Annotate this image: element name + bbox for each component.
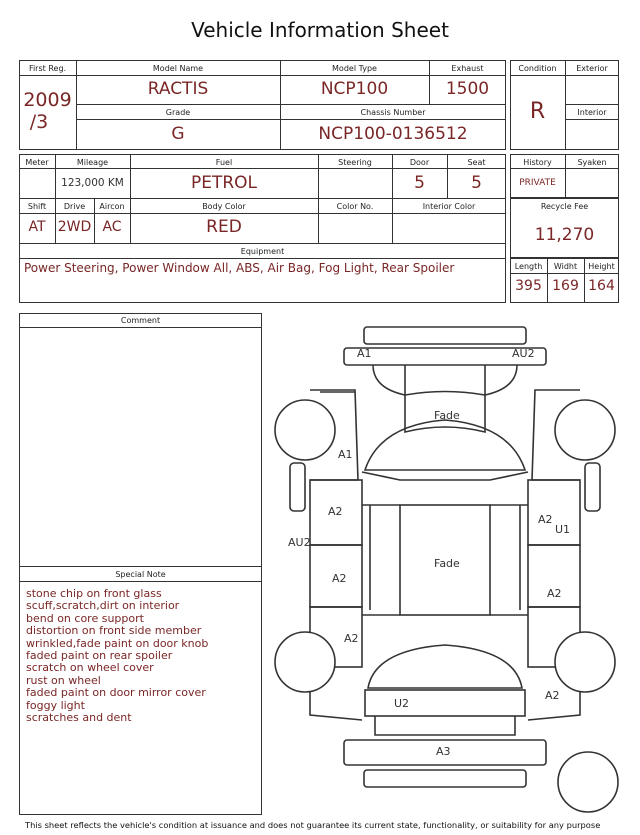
interior-header: Interior [577,108,607,117]
equipment-value: Power Steering, Power Window All, ABS, Air Bag, Fog Light, Rear Spoiler [24,261,455,275]
model-name-value: RACTIS [147,79,209,99]
special-note-header: Special Note [115,570,166,579]
door-header: Door [409,158,430,167]
damage-label: A2 [332,572,347,585]
history-value: PRIVATE [519,178,556,188]
aircon-header: Aircon [99,202,125,211]
spare-wheel [558,752,618,812]
condition-header: Condition [518,64,557,73]
damage-label: U1 [555,523,571,536]
drive-header: Drive [63,202,86,211]
model-type-header: Model Type [332,64,377,73]
door-value: 5 [414,173,425,193]
special-note-item: scratch on wheel cover [26,661,154,675]
body-color-value: RED [206,217,242,237]
damage-label: A2 [344,632,359,645]
damage-label: A1 [338,448,353,461]
recycle-fee-value: 11,270 [534,225,595,245]
damage-label: A2 [545,689,560,702]
first-reg-header: First Reg. [28,64,67,73]
meter-header: Meter [25,158,49,167]
rear-left-wheel [275,632,335,692]
damage-label: A3 [436,745,451,758]
recycle-fee-header: Recycle Fee [540,202,589,211]
damage-label: AU2 [512,347,535,360]
rear-right-wheel [555,632,615,692]
special-note-item: stone chip on front glass [26,587,162,600]
equipment-header: Equipment [240,247,285,256]
fuel-value: PETROL [190,173,258,193]
chassis-number-header: Chassis Number [360,108,426,117]
special-note-item: scuff,scratch,dirt on interior [26,599,180,613]
grade-value: G [171,124,185,144]
condition-value: R [529,99,546,124]
page-title: Vehicle Information Sheet [191,18,449,42]
seat-value: 5 [471,173,482,193]
exhaust-header: Exhaust [451,64,484,73]
exhaust-value: 1500 [445,79,490,99]
special-note-item: scratches and dent [26,711,132,725]
special-note-item: foggy light [26,698,85,712]
front-right-wheel [555,400,615,460]
special-note-item: wrinkled,fade paint on door knob [26,636,209,650]
steering-header: Steering [338,158,372,167]
damage-label: Fade [434,409,460,422]
first-reg-month: /3 [29,111,49,133]
damage-label: A1 [357,347,372,360]
mileage-value: 123,000 KM [61,177,124,189]
length-header: Length [514,262,543,271]
special-note-item: faded paint on door mirror cover [26,686,206,700]
interior-color-header: Interior Color [422,202,476,211]
syaken-header: Syaken [577,158,607,167]
chassis-number-value: NCP100-0136512 [318,124,468,144]
damage-label: A2 [547,587,562,600]
color-no-header: Color No. [336,202,374,211]
history-header: History [523,158,552,167]
damage-label: Fade [434,557,460,570]
width-value: 169 [552,278,579,294]
seat-header: Seat [467,158,486,167]
damage-label: AU2 [288,536,311,549]
fuel-header: Fuel [215,158,233,167]
width-header: Widht [553,262,578,271]
model-name-header: Model Name [152,64,204,73]
disclaimer-footer: This sheet reflects the vehicle's condition at issuance and does not guarantee its current state, functionality, or suitability for any purpose [25,820,601,830]
body-color-header: Body Color [202,202,246,211]
exterior-header: Exterior [576,64,608,73]
special-note-item: bend on core support [26,611,144,625]
special-note-item: rust on wheel [26,673,101,687]
model-type-value: NCP100 [320,79,389,99]
damage-label: U2 [394,697,410,710]
front-left-wheel [275,400,335,460]
height-value: 164 [588,278,615,294]
shift-value: AT [28,219,46,235]
grade-header: Grade [165,108,191,117]
comment-header: Comment [120,316,161,325]
damage-label: A2 [538,513,553,526]
drive-value: 2WD [57,219,92,235]
aircon-value: AC [102,219,122,235]
shift-header: Shift [27,202,47,211]
damage-label: A2 [328,505,343,518]
height-header: Height [588,262,615,271]
special-note-item: distortion on front side member [26,624,202,638]
length-value: 395 [515,278,542,294]
first-reg-year: 2009 [23,89,72,111]
special-note-item: faded paint on rear spoiler [26,649,173,663]
mileage-header: Mileage [76,158,109,167]
